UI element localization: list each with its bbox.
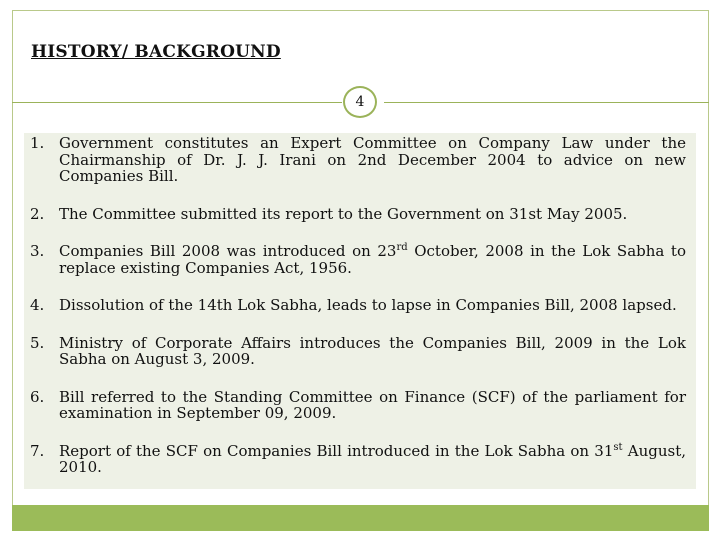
divider-right bbox=[384, 102, 709, 103]
item-text: The Committee submitted its report to the Government on 31st May 2005. bbox=[59, 204, 628, 223]
item-text: Bill referred to the Standing Committee on Finance (SCF) of the parliament for examination in September 09, 2009. bbox=[59, 387, 686, 422]
page-title: HISTORY/ BACKGROUND bbox=[31, 42, 281, 62]
ordinal-suffix: rd bbox=[396, 242, 408, 253]
list-item bbox=[30, 335, 686, 368]
item-number: 5. bbox=[30, 333, 45, 352]
list-item bbox=[30, 243, 686, 276]
list-item bbox=[30, 135, 686, 185]
item-text-start: Report of the SCF on Companies Bill introduced in the Lok Sabha on 31 bbox=[59, 441, 614, 460]
list-item bbox=[30, 389, 686, 422]
content-panel bbox=[24, 133, 696, 489]
list-item bbox=[30, 206, 686, 223]
item-text-end: October, 2008 in the Lok Sabha to replace existing Companies Act, 1956. bbox=[59, 242, 686, 277]
list-item bbox=[30, 443, 686, 476]
item-number: 3. bbox=[30, 242, 45, 260]
ordinal-suffix: st bbox=[613, 441, 623, 453]
item-number: 2. bbox=[30, 204, 45, 223]
item-number: 6. bbox=[30, 387, 45, 406]
item-text-start: Companies Bill 2008 was introduced on 23 bbox=[59, 242, 397, 260]
item-text-end: August, 2010. bbox=[59, 441, 686, 476]
item-text: Government constitutes an Expert Committee on Company Law under the Chairmanship of Dr. J. J. Irani on 2nd December 2004 to advice on new Companies Bill. bbox=[59, 134, 686, 185]
divider-left bbox=[12, 102, 342, 103]
item-number: 7. bbox=[30, 441, 45, 460]
item-text: Dissolution of the 14th Lok Sabha, leads to lapse in Companies Bill, 2008 lapsed. bbox=[59, 296, 677, 314]
history-list bbox=[30, 135, 686, 497]
page-number-badge: 4 bbox=[343, 86, 377, 118]
list-item bbox=[30, 297, 686, 314]
item-number: 4. bbox=[30, 296, 45, 314]
item-number: 1. bbox=[30, 134, 45, 152]
footer-bar bbox=[12, 505, 709, 531]
item-text: Ministry of Corporate Affairs introduces the Companies Bill, 2009 in the Lok Sabha on August 3, 2009. bbox=[59, 333, 686, 368]
